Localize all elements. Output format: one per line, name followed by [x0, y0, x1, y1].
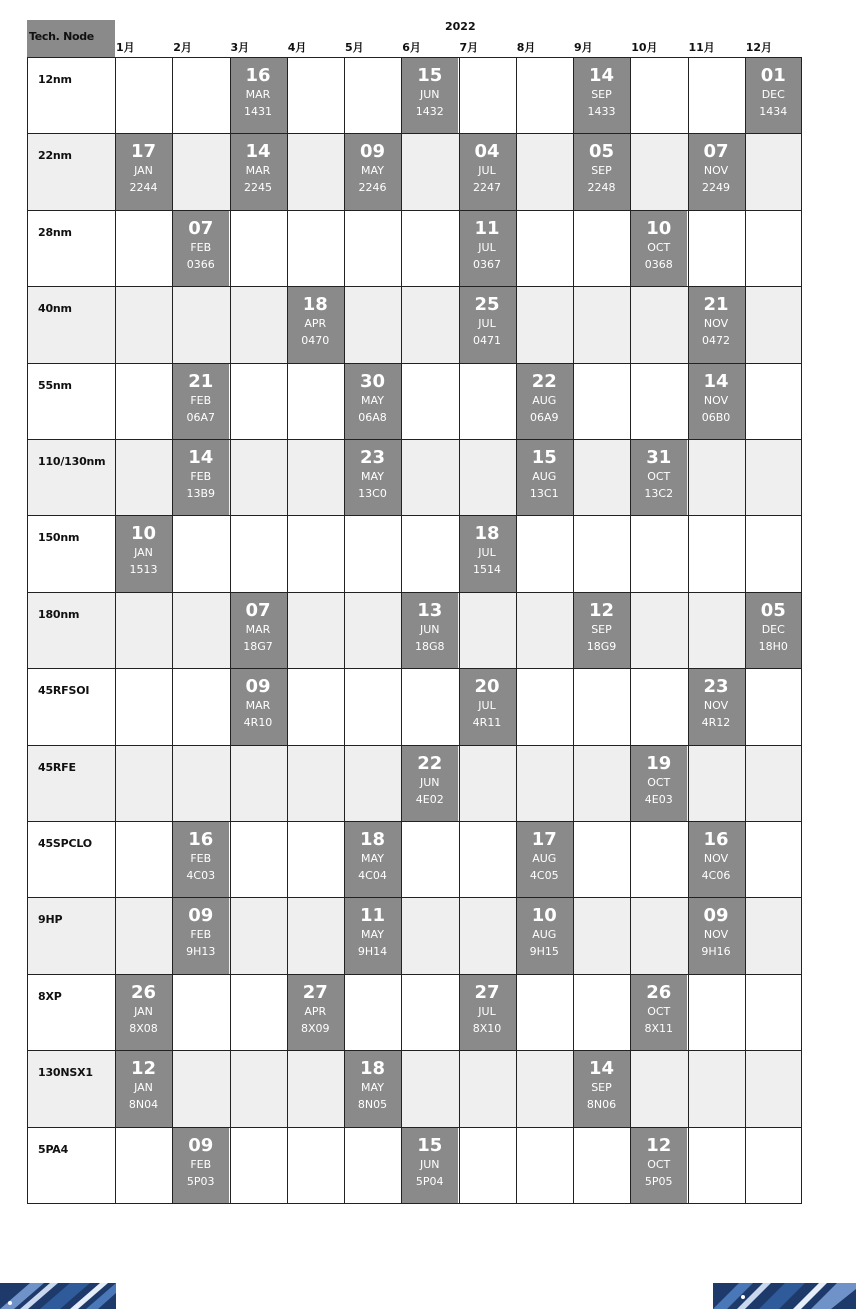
month-label: 6月 [402, 41, 421, 54]
shuttle-code: 0367 [473, 257, 501, 271]
date-month: JUN [419, 775, 440, 789]
date-day: 18 [359, 1058, 386, 1080]
shuttle-code: 18G9 [586, 639, 617, 653]
shuttle-date-cell [172, 440, 229, 515]
table-row [27, 898, 802, 974]
shuttle-code: 13C0 [358, 487, 387, 500]
date-day: 09 [188, 1134, 214, 1156]
month-label: 10月 [631, 41, 658, 54]
shuttle-schedule-grid [27, 57, 802, 1203]
shuttle-date-cell [745, 593, 802, 668]
date-month: MAR [245, 88, 271, 101]
date-day: 15 [417, 1134, 443, 1156]
date-month: JAN [134, 1081, 153, 1095]
table-row [27, 1051, 802, 1127]
shuttle-code: 1431 [244, 105, 272, 118]
grid-column-line [688, 58, 689, 1204]
shuttle-date-cell [459, 211, 516, 286]
date-month: JUL [478, 546, 496, 560]
shuttle-date-cell [516, 364, 573, 439]
date-month: NOV [703, 164, 729, 178]
table-row [27, 975, 802, 1051]
date-day: 19 [646, 752, 672, 774]
date-month: JUN [419, 1157, 440, 1171]
shuttle-code: 0471 [473, 334, 501, 348]
shuttle-date-cell [344, 898, 401, 973]
shuttle-code: 9H16 [701, 945, 731, 959]
date-day: 25 [474, 294, 500, 316]
date-month: MAR [245, 622, 271, 636]
shuttle-date-cell [287, 287, 344, 362]
date-day: 14 [703, 370, 729, 392]
shuttle-date-cell [230, 669, 287, 744]
shuttle-date-cell [115, 516, 172, 591]
shuttle-date-cell [172, 1128, 229, 1203]
date-day: 26 [130, 981, 157, 1003]
shuttle-date-cell [172, 211, 229, 286]
table-row [27, 58, 802, 134]
shuttle-code: 06B0 [701, 410, 731, 424]
date-day: 16 [188, 829, 214, 850]
shuttle-code: 8N04 [128, 1098, 159, 1112]
shuttle-code: 8X08 [129, 1021, 158, 1035]
date-month: AUG [532, 393, 557, 407]
date-day: 16 [703, 829, 729, 850]
shuttle-code: 8X11 [644, 1021, 674, 1035]
shuttle-date-cell [573, 593, 630, 668]
month-label: 8月 [516, 41, 536, 54]
date-month: NOV [703, 928, 729, 942]
shuttle-code: 2244 [129, 181, 158, 195]
table-row [27, 287, 802, 363]
shuttle-code: 13B9 [186, 487, 216, 500]
shuttle-code: 0470 [301, 334, 330, 348]
shuttle-code: 06A9 [529, 410, 559, 424]
date-month: MAY [361, 928, 384, 942]
shuttle-code: 2248 [587, 181, 616, 195]
date-month: MAR [245, 699, 271, 713]
shuttle-date-cell [115, 134, 172, 209]
shuttle-date-cell [230, 134, 287, 209]
shuttle-date-cell [516, 822, 573, 897]
table-row [27, 364, 802, 440]
date-day: 14 [588, 65, 615, 86]
date-month: OCT [647, 470, 671, 483]
date-month: AUG [532, 852, 557, 865]
date-day: 17 [531, 829, 557, 850]
shuttle-date-cell [688, 669, 745, 744]
date-month: OCT [647, 240, 671, 254]
shuttle-date-cell [630, 211, 687, 286]
date-month: FEB [190, 928, 212, 942]
shuttle-date-cell [172, 898, 229, 973]
date-day: 15 [417, 65, 443, 86]
shuttle-code: 1513 [129, 563, 158, 577]
tech-node-label: 180nm [38, 607, 80, 621]
date-month: MAR [245, 164, 271, 178]
date-day: 18 [302, 294, 328, 316]
grid-column-line [344, 58, 345, 1204]
shuttle-code: 5P05 [644, 1174, 673, 1188]
shuttle-code: 8X10 [472, 1021, 502, 1035]
date-day: 01 [760, 65, 786, 86]
shuttle-date-cell [630, 975, 687, 1050]
date-day: 05 [760, 599, 786, 621]
date-day: 26 [646, 981, 672, 1003]
tech-node-label: 40nm [38, 302, 72, 316]
grid-column-line [745, 58, 746, 1204]
date-month: NOV [703, 852, 729, 865]
shuttle-code: 4E03 [644, 792, 673, 806]
date-month: SEP [591, 1081, 612, 1095]
shuttle-date-cell [344, 364, 401, 439]
shuttle-code: 4C04 [358, 869, 387, 882]
month-label: 5月 [345, 41, 364, 54]
date-day: 18 [359, 829, 386, 850]
date-day: 27 [302, 981, 328, 1003]
date-month: JUL [478, 1004, 496, 1018]
date-month: FEB [190, 240, 212, 254]
shuttle-code: 9H15 [529, 945, 559, 959]
date-day: 16 [245, 65, 271, 86]
date-month: SEP [591, 164, 612, 178]
date-day: 10 [531, 905, 557, 927]
shuttle-code: 13C1 [529, 487, 559, 500]
shuttle-code: 0472 [702, 334, 730, 348]
date-month: FEB [190, 1157, 212, 1171]
date-day: 30 [359, 370, 386, 392]
date-month: FEB [190, 852, 212, 865]
shuttle-code: 8N05 [357, 1098, 388, 1112]
shuttle-date-cell [630, 746, 687, 821]
table-row [27, 822, 802, 898]
shuttle-code: 4C03 [186, 869, 216, 882]
shuttle-code: 2245 [244, 181, 272, 195]
month-label: 12月 [745, 41, 773, 54]
shuttle-date-cell [115, 975, 172, 1050]
date-day: 14 [188, 447, 214, 468]
shuttle-date-cell [344, 134, 401, 209]
tech-node-label: 22nm [38, 149, 72, 163]
date-day: 05 [588, 141, 615, 163]
shuttle-code: 4C05 [529, 869, 559, 882]
tech-node-label: 45RFE [38, 760, 76, 774]
grid-column-line [27, 58, 28, 1204]
date-month: AUG [532, 470, 557, 483]
date-month: JAN [134, 1004, 153, 1018]
date-month: NOV [703, 393, 729, 407]
date-day: 23 [703, 676, 729, 698]
year-heading: 2022 [445, 20, 476, 33]
date-day: 12 [646, 1134, 672, 1156]
shuttle-date-cell [287, 975, 344, 1050]
date-day: 22 [417, 752, 443, 774]
date-month: JUN [419, 88, 440, 101]
shuttle-code: 06A7 [186, 410, 216, 424]
grid-column-line [573, 58, 574, 1204]
shuttle-code: 8N06 [586, 1098, 617, 1112]
grid-column-line [172, 58, 173, 1204]
date-month: MAY [361, 470, 384, 483]
month-label: 7月 [459, 41, 479, 54]
shuttle-date-cell [230, 593, 287, 668]
shuttle-date-cell [459, 134, 516, 209]
month-label: 9月 [574, 41, 593, 54]
grid-column-line [630, 58, 631, 1204]
shuttle-date-cell [115, 1051, 172, 1126]
shuttle-date-cell [688, 134, 745, 209]
date-day: 21 [703, 294, 729, 316]
shuttle-date-cell [401, 746, 458, 821]
date-month: NOV [703, 699, 729, 713]
shuttle-date-cell [459, 516, 516, 591]
shuttle-code: 4R10 [243, 716, 273, 730]
shuttle-date-cell [745, 58, 802, 133]
date-day: 09 [703, 905, 729, 927]
date-month: JAN [134, 164, 153, 178]
shuttle-date-cell [688, 898, 745, 973]
shuttle-date-cell [344, 440, 401, 515]
shuttle-code: 4E02 [415, 792, 444, 806]
date-month: OCT [647, 1157, 671, 1171]
date-month: MAY [361, 164, 384, 178]
date-month: JAN [134, 546, 153, 560]
shuttle-code: 9H13 [186, 945, 216, 959]
date-month: AUG [532, 928, 557, 942]
shuttle-date-cell [688, 822, 745, 897]
date-month: MAY [361, 852, 384, 865]
shuttle-code: 2246 [358, 181, 387, 195]
date-day: 04 [474, 141, 500, 163]
date-month: JUL [478, 317, 496, 331]
grid-column-line [230, 58, 231, 1204]
table-row [27, 593, 802, 669]
date-month: JUL [478, 164, 496, 178]
date-day: 13 [417, 599, 443, 621]
shuttle-date-cell [401, 1128, 458, 1203]
date-month: JUL [478, 240, 496, 254]
date-day: 22 [531, 370, 557, 392]
date-day: 07 [188, 217, 214, 239]
decorative-circuit-image-right [713, 1283, 856, 1309]
grid-column-line [801, 58, 802, 1204]
table-row [27, 516, 802, 592]
shuttle-code: 0366 [186, 257, 215, 271]
shuttle-code: 4R11 [472, 716, 502, 730]
shuttle-date-cell [459, 669, 516, 744]
date-day: 20 [474, 676, 500, 698]
shuttle-date-cell [573, 1051, 630, 1126]
shuttle-code: 8X09 [300, 1021, 330, 1035]
date-day: 31 [646, 447, 672, 468]
shuttle-date-cell [630, 1128, 687, 1203]
date-month: FEB [190, 393, 212, 407]
date-month: JUN [419, 622, 440, 636]
date-day: 07 [245, 599, 271, 621]
date-month: DEC [761, 622, 785, 636]
date-day: 18 [474, 523, 500, 545]
shuttle-code: 5P04 [415, 1174, 444, 1188]
tech-node-header: Tech. Node [27, 20, 115, 57]
shuttle-code: 1514 [473, 563, 501, 577]
month-label: 3月 [230, 41, 250, 54]
shuttle-date-cell [459, 287, 516, 362]
shuttle-code: 18G8 [414, 639, 445, 653]
shuttle-code: 1434 [759, 105, 788, 118]
date-month: DEC [761, 88, 785, 101]
month-label: 4月 [287, 41, 307, 54]
shuttle-date-cell [688, 364, 745, 439]
date-day: 11 [359, 905, 386, 927]
date-month: OCT [647, 775, 671, 789]
date-day: 21 [188, 370, 214, 392]
tech-node-label: 28nm [38, 225, 72, 239]
tech-node-label: 45SPCLO [38, 837, 92, 850]
table-row [27, 669, 802, 745]
month-label: 1月 [116, 41, 135, 54]
tech-node-label: 110/130nm [38, 455, 106, 468]
shuttle-date-cell [688, 287, 745, 362]
date-day: 27 [474, 981, 500, 1003]
date-month: MAY [361, 393, 384, 407]
shuttle-date-cell [172, 364, 229, 439]
table-row [27, 746, 802, 822]
shuttle-code: 18G7 [243, 639, 273, 653]
date-day: 09 [188, 905, 214, 927]
date-month: MAY [361, 1081, 384, 1095]
date-day: 12 [130, 1058, 157, 1080]
tech-node-label: 8XP [38, 989, 62, 1003]
grid-column-line [459, 58, 460, 1204]
shuttle-code: 4C06 [701, 869, 731, 882]
shuttle-code: 5P03 [186, 1174, 215, 1188]
date-day: 15 [531, 447, 557, 468]
shuttle-date-cell [401, 593, 458, 668]
table-row [27, 440, 802, 516]
shuttle-code: 1432 [415, 105, 444, 118]
shuttle-date-cell [630, 440, 687, 515]
table-row [27, 1128, 802, 1204]
date-day: 07 [703, 141, 729, 163]
tech-node-label: 55nm [38, 378, 72, 392]
date-month: OCT [647, 1004, 671, 1018]
tech-node-label: 5PA4 [38, 1142, 69, 1156]
date-day: 14 [588, 1058, 615, 1080]
shuttle-date-cell [172, 822, 229, 897]
grid-column-line [287, 58, 288, 1204]
shuttle-code: 9H14 [357, 945, 388, 959]
date-day: 09 [359, 141, 386, 163]
shuttle-date-cell [459, 975, 516, 1050]
date-month: APR [304, 1004, 327, 1018]
date-month: SEP [591, 88, 612, 101]
shuttle-date-cell [344, 1051, 401, 1126]
date-day: 23 [359, 447, 386, 468]
tech-node-label: 9HP [38, 913, 63, 927]
date-day: 11 [474, 217, 500, 239]
tech-node-label: 12nm [38, 73, 72, 86]
month-label: 11月 [688, 41, 715, 54]
shuttle-date-cell [516, 440, 573, 515]
tech-node-label: 150nm [38, 531, 80, 545]
shuttle-code: 13C2 [644, 487, 674, 500]
tech-node-label: 45RFSOI [38, 684, 90, 698]
table-row [27, 211, 802, 287]
date-day: 12 [588, 599, 615, 621]
grid-column-line [516, 58, 517, 1204]
date-month: SEP [591, 622, 612, 636]
date-month: NOV [703, 317, 729, 331]
shuttle-code: 18H0 [758, 639, 788, 653]
date-day: 10 [130, 523, 157, 545]
date-day: 10 [646, 217, 672, 239]
shuttle-date-cell [230, 58, 287, 133]
month-label: 2月 [173, 41, 192, 54]
tech-node-label: 130NSX1 [38, 1066, 93, 1080]
date-month: JUL [478, 699, 496, 713]
shuttle-code: 4R12 [701, 716, 731, 730]
shuttle-date-cell [516, 898, 573, 973]
shuttle-date-cell [573, 134, 630, 209]
shuttle-code: 0368 [644, 257, 673, 271]
shuttle-code: 2249 [702, 181, 730, 195]
date-day: 17 [130, 141, 157, 163]
shuttle-code: 1433 [587, 105, 616, 118]
date-month: FEB [190, 470, 212, 483]
date-day: 09 [245, 676, 271, 698]
shuttle-date-cell [573, 58, 630, 133]
shuttle-code: 2247 [473, 181, 501, 195]
grid-column-line [115, 58, 116, 1204]
date-day: 14 [245, 141, 271, 163]
decorative-circuit-image-left [0, 1283, 116, 1309]
shuttle-date-cell [401, 58, 458, 133]
shuttle-code: 06A8 [358, 410, 387, 424]
grid-column-line [401, 58, 402, 1204]
date-month: APR [304, 317, 327, 331]
table-row [27, 134, 802, 210]
shuttle-date-cell [344, 822, 401, 897]
